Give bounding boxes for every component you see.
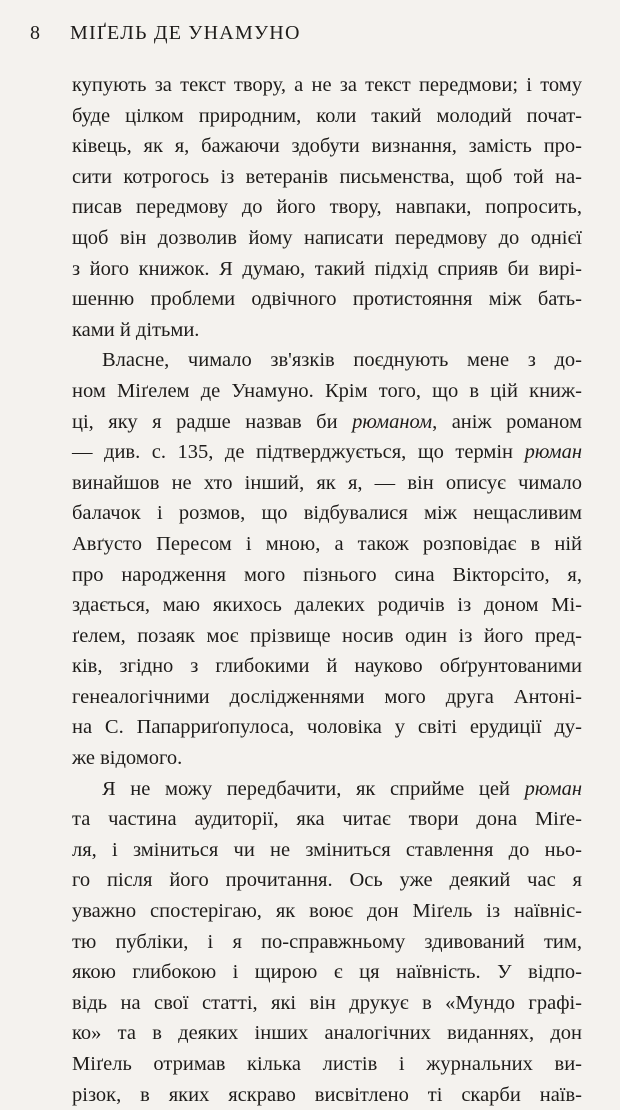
text-line: щоб він дозволив йому написати передмову до однієї (72, 226, 582, 249)
text-line: буде цілком природним, коли такий молодий почат- (72, 104, 582, 127)
text-line: Авґусто Пересом і мною, а також розповідає в ній (72, 532, 582, 555)
text-line: якою глибокою і щирою є ця наївність. У відпо- (72, 961, 582, 984)
italic-term: рюман (524, 777, 582, 800)
running-header (30, 22, 590, 48)
text-line: про народження мого пізнього сина Вікторсіто, я, (72, 563, 582, 586)
text-line: Власне, чимало зв'язків поєднують мене з до- (102, 349, 582, 372)
text-line: різок, в яких яскраво висвітлено ті скарби наїв- (72, 1083, 582, 1106)
text-line: писав передмову до його твору, навпаки, попросить, (72, 196, 582, 219)
text-line: Я не можу передбачити, як сприйме цей рюман (102, 777, 582, 800)
text-line: ном Міґелем де Унамуно. Крім того, що в цій книж- (72, 379, 582, 402)
text-line: винайшов не хто інший, як я, — він описує чимало (72, 471, 582, 494)
text-line: шенню проблеми одвічного протистояння між бать- (72, 288, 582, 311)
text-line: ками й дітьми. (72, 318, 200, 341)
text-line: уважно спостерігаю, як воює дон Міґель із наївніс- (72, 900, 582, 923)
text-line: ля, і зміниться чи не зміниться ставлення до ньо- (72, 838, 582, 861)
text-line: ків, згідно з глибокими й науково обґрунтованими (72, 655, 582, 678)
text-line: балачок і розмов, що відбувалися між нещасливим (72, 502, 582, 525)
text-line: з його книжок. Я думаю, такий підхід сприяв би вирі- (72, 257, 582, 280)
text-line: же відомого. (72, 747, 183, 770)
text-line: генеалогічними дослідженнями мого друга Антоні- (72, 685, 582, 708)
italic-term: рюман (524, 441, 582, 464)
text-line: здається, маю якихось далеких родичів із доном Мі- (72, 594, 582, 617)
text-line: ґелем, позаяк моє прізвище носив один із його пред- (72, 624, 582, 647)
text-line: Міґель отримав кілька листів і журнальних ви- (72, 1053, 582, 1075)
body-text (72, 70, 582, 1110)
italic-term: рюманом (352, 410, 433, 433)
text-line: та частина аудиторії, яка читає твори дона Міґе- (72, 808, 582, 831)
text-line: го після його прочитання. Ось уже деякий час я (72, 869, 582, 892)
running-title: МІҐЕЛЬ ДЕ УНАМУНО (70, 22, 301, 44)
text-line: відь на свої статті, які він друкує в «Мундо графі- (72, 991, 582, 1014)
text-line: сити котрогось із ветеранів письменства, щоб той на- (72, 165, 582, 188)
text-line: тю публіки, і я по-справжньому здивований тим, (72, 930, 582, 953)
text-line: на С. Папарриґопулоса, чоловіка у світі ерудиції ду- (72, 716, 582, 739)
text-line: купують за текст твору, а не за текст передмови; і тому (72, 74, 582, 96)
text-line: ці, яку я радше назвав би рюманом, аніж романом (72, 410, 582, 433)
text-line: ко» та в деяких інших аналогічних виданнях, дон (72, 1022, 582, 1045)
text-line: ківець, як я, бажаючи здобути визнання, замість про- (72, 135, 582, 158)
page-number: 8 (30, 22, 42, 44)
text-line: — див. с. 135, де підтверджується, що термін рюман (72, 441, 582, 464)
